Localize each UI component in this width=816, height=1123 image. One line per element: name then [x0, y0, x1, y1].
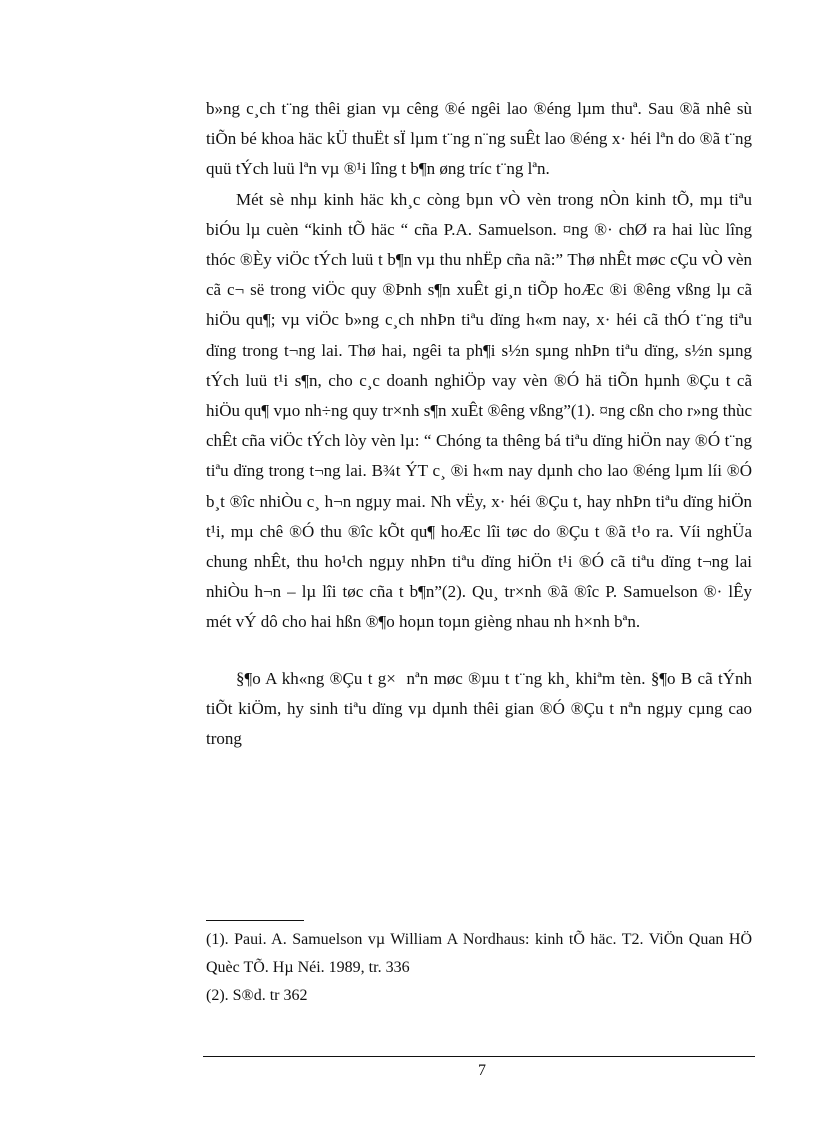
paragraph-1: b»ng c¸ch t¨ng thêi gian vµ cêng ®é ngêi lao ®éng lµm thuª. Sau ®ã nhê sù tiÕn bé khoa häc kÜ thuËt sÏ lµm t¨ng n¨ng suÊt lao ®éng x· héi lªn do ®ã t¨ng quü tÝch luü lªn vµ ®¹i lîng t b¶n øng tríc t¨ng lªn.	[206, 99, 752, 179]
footnote-1: (1). Paui. A. Samuelson vµ William A Nordhaus: kinh tÕ häc. T2. ViÖn Quan HÖ Quèc TÕ. Hµ Néi. 1989, tr. 336	[206, 931, 752, 976]
body-text	[206, 94, 752, 754]
paragraph-2: Mét sè nhµ kinh häc kh¸c còng bµn vÒ vèn trong nÒn kinh tÕ, mµ tiªu biÓu lµ cuèn “kinh tÕ häc “ cña P.A. Samuelson. ¤ng ®· chØ ra hai lùc lîng thóc ®Èy viÖc tÝch luü t b¶n vµ thu nhËp cña nã:” Thø nhÊt møc cÇu vÒ vèn cã c¬ së trong viÖc quy ®Þnh s¶n xuÊt gi¸n tiÕp hoÆc ®i ®êng vßng lµ cã hiÖu qu¶; vµ viÖc b»ng c¸ch nhÞn tiªu dïng h«m nay, x· héi cã thÓ t¨ng tiªu dïng trong t¬ng lai. Thø hai, ngêi ta ph¶i s½n sµng nhÞn tiªu dïng, s½n sµng tÝch luü t¹i s¶n, cho c¸c doanh nghiÖp vay vèn ®Ó hä tiÕn hµnh ®Çu t cã hiÖu qu¶ vµo nh÷ng quy tr×nh s¶n xuÊt ®êng vßng”(1). ¤ng cßn cho r»ng thùc chÊt cña viÖc tÝch lòy vèn lµ: “ Chóng ta thêng bá tiªu dïng hiÖn nay ®Ó t¨ng tiªu dïng trong t¬ng lai. B¾t ÝT c¸ ®i h«m nay dµnh cho lao ®éng lµm líi ®Ó b¸t ®îc nhiÒu c¸ h¬n ngµy mai. Nh vËy, x· héi ®Çu t, hay nhÞn tiªu dïng hiÖn t¹i, mµ chê ®Ó thu ®îc kÕt qu¶ hoÆc lîi tøc do ®Çu t ®ã t¹o ra. Víi nghÜa chung nhÊt, thu ho¹ch ngµy nhÞn tiªu dïng hiÖn t¹i ®Ó cã tiªu dïng t¬ng lai nhiÒu h¬n – lµ lîi tøc cña t b¶n”(2). Qu¸ tr×nh ®ã ®îc P. Samuelson ®· lÊy mét vÝ dô cho hai hßn ®¶o hoµn toµn gièng nhau nh h×nh bªn.	[206, 189, 752, 632]
footnote-2: (2). S®d. tr 362	[206, 987, 308, 1004]
page-number: 7	[478, 1062, 486, 1079]
paragraph-3: §¶o A kh«ng ®Çu t g× nªn møc ®µu t t¨ng kh¸ khiªm tèn. §¶o B cã tÝnh tiÕt kiÖm, hy sinh tiªu dïng vµ dµnh thêi gian ®Ó ®Çu t nªn ngµy cµng cao trong	[206, 668, 752, 749]
footnote-separator	[206, 920, 304, 921]
footnotes	[206, 926, 752, 1010]
footer-rule	[203, 1056, 755, 1057]
